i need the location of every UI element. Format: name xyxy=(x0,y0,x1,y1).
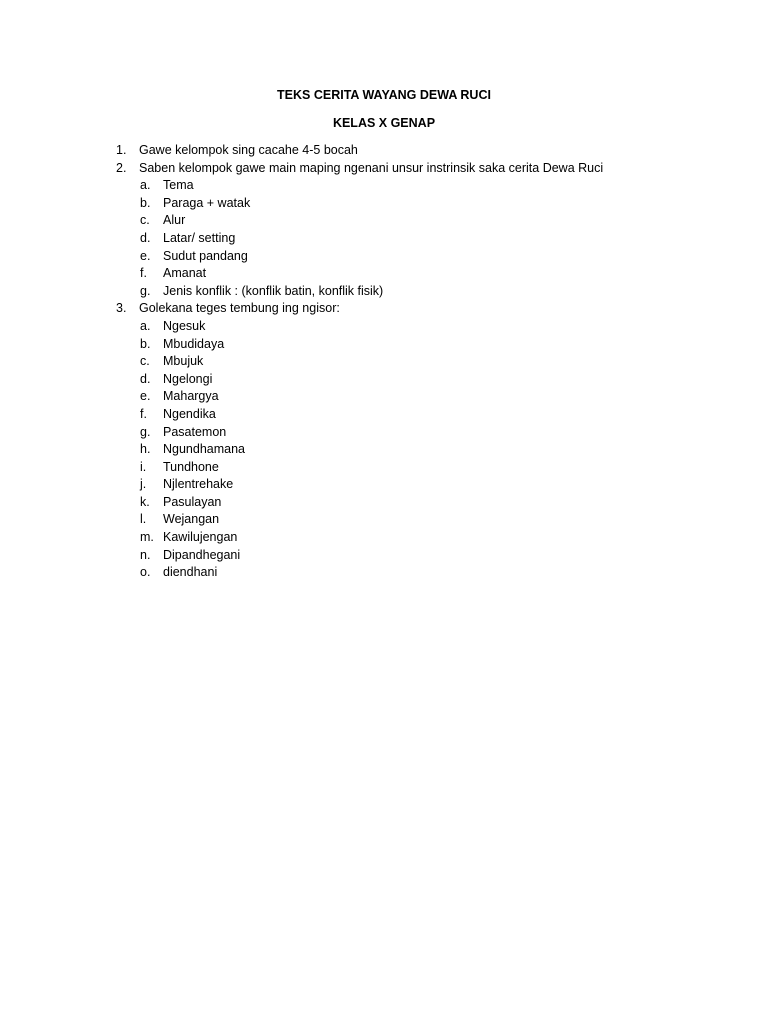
sub-list-item xyxy=(0,388,700,406)
sub-list-item-text: Tema xyxy=(163,178,194,193)
sub-list-item xyxy=(0,441,700,459)
sub-list-item xyxy=(0,248,700,266)
sub-list-item-text: Kawilujengan xyxy=(163,530,238,545)
sub-list-item-letter: c. xyxy=(140,213,150,228)
sub-list-item-text: Latar/ setting xyxy=(163,230,236,245)
sub-list-item-letter: o. xyxy=(140,565,151,580)
sub-list-item-letter: c. xyxy=(140,354,150,369)
sub-list-item-text: Amanat xyxy=(163,266,207,281)
sub-list-item-letter: g. xyxy=(140,283,151,298)
sub-list-item xyxy=(0,177,700,195)
sub-list-item xyxy=(0,318,700,336)
sub-list-item-letter: l. xyxy=(140,512,147,527)
sub-list-item-text: Ngesuk xyxy=(163,318,206,333)
sub-list-item-letter: i. xyxy=(140,459,147,474)
sub-list-item xyxy=(0,336,700,354)
numbered-list xyxy=(0,142,700,582)
sub-list-item xyxy=(0,424,700,442)
sub-list-item-text: Ngundhamana xyxy=(163,442,246,457)
list-item-number: 3. xyxy=(116,301,127,316)
list-item xyxy=(0,160,700,178)
sub-list-item xyxy=(0,406,700,424)
sub-list-item xyxy=(0,353,700,371)
sub-list-item xyxy=(0,195,700,213)
sub-list-item xyxy=(0,283,700,301)
list-item-text: Saben kelompok gawe main maping ngenani unsur instrinsik saka cerita Dewa Ruci xyxy=(139,160,604,175)
sub-list-item-letter: e. xyxy=(140,389,151,404)
sub-list-item-text: Ngendika xyxy=(163,406,216,421)
sub-list-item-letter: n. xyxy=(140,547,151,562)
sub-list-item-letter: b. xyxy=(140,195,151,210)
sub-list-item xyxy=(0,459,700,477)
sub-list-item-letter: g. xyxy=(140,424,151,439)
sub-list-item-letter: h. xyxy=(140,442,151,457)
sub-list-item xyxy=(0,212,700,230)
sub-list-item-letter: e. xyxy=(140,248,151,263)
sub-list-item-text: Pasatemon xyxy=(163,424,227,439)
sub-list-item-text: Mbudidaya xyxy=(163,336,225,351)
sub-list-item xyxy=(0,371,700,389)
sub-list-item-text: Njlentrehake xyxy=(163,477,234,492)
document-title: TEKS CERITA WAYANG DEWA RUCI xyxy=(277,88,491,102)
sub-list-item-text: Paraga + watak xyxy=(163,195,251,210)
sub-list-item xyxy=(0,230,700,248)
sub-list-item-text: Mbujuk xyxy=(163,354,204,369)
sub-list-item-letter: f. xyxy=(140,266,147,281)
sub-list-item-letter: m. xyxy=(140,530,154,545)
sub-list-item-letter: a. xyxy=(140,318,151,333)
sub-list-item-text: diendhani xyxy=(163,565,218,580)
sub-list-item xyxy=(0,547,700,565)
sub-list-item-letter: b. xyxy=(140,336,151,351)
sub-list-item-letter: k. xyxy=(140,494,150,509)
sub-list-item-text: Jenis konflik : (konflik batin, konflik fisik) xyxy=(163,283,384,298)
sub-list-item-text: Tundhone xyxy=(163,459,219,474)
list-item-number: 1. xyxy=(116,143,127,157)
list-item-text: Gawe kelompok sing cacahe 4-5 bocah xyxy=(139,143,358,157)
list-item xyxy=(0,300,700,318)
sub-list-item-letter: a. xyxy=(140,178,151,193)
sub-list-item-text: Dipandhegani xyxy=(163,547,241,562)
sub-list-item xyxy=(0,494,700,512)
sub-list-item-letter: d. xyxy=(140,230,151,245)
sub-list-item-text: Pasulayan xyxy=(163,494,222,509)
sub-list-item xyxy=(0,476,700,494)
sub-list-item-text: Alur xyxy=(163,213,186,228)
sub-list-item-letter: j. xyxy=(140,477,147,492)
sub-list-item-letter: f. xyxy=(140,406,147,421)
list-item xyxy=(0,142,700,160)
sub-list-item xyxy=(0,511,700,529)
sub-list-item xyxy=(0,564,700,582)
list-item-text: Golekana teges tembung ing ngisor: xyxy=(139,301,340,316)
sub-list-item xyxy=(0,265,700,283)
sub-list-item-text: Mahargya xyxy=(163,389,219,404)
sub-list-item-letter: d. xyxy=(140,371,151,386)
list-item-number: 2. xyxy=(116,160,127,175)
sub-list-item-text: Wejangan xyxy=(163,512,220,527)
sub-list-item xyxy=(0,529,700,547)
document-subtitle: KELAS X GENAP xyxy=(332,116,436,130)
sub-list-item-text: Ngelongi xyxy=(163,371,213,386)
sub-list-item-text: Sudut pandang xyxy=(163,248,248,263)
